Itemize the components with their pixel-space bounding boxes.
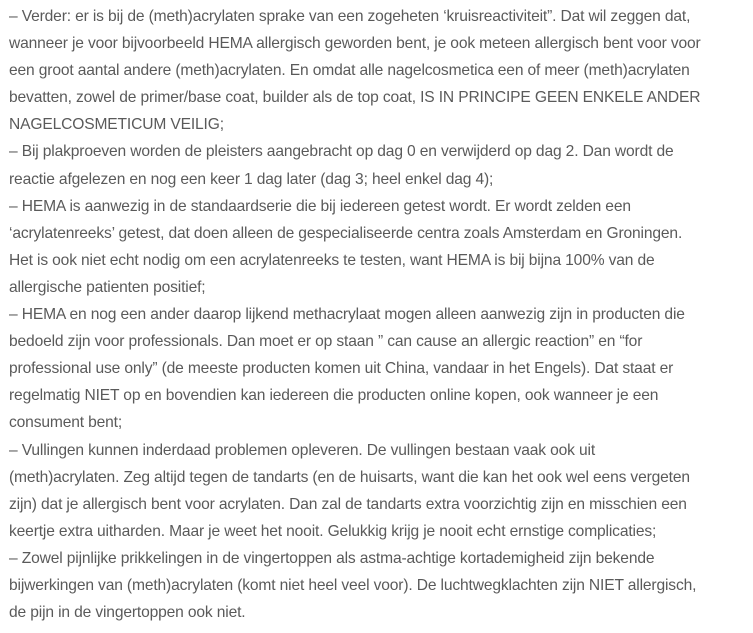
text-line: – Vullingen kunnen inderdaad problemen opleveren. De vullingen bestaan vaak ook uit: [9, 441, 596, 459]
text-line: Het is ook niet echt nodig om een acrylatenreeks te testen, want HEMA is bij bijna 100% van de: [9, 251, 655, 269]
text-line: ‘acrylatenreeks’ getest, dat doen alleen de gespecialiseerde centra zoals Amsterdam en Groningen.: [9, 224, 683, 242]
paragraph-standaardserie: [9, 193, 749, 301]
text-line: keertje extra uitharden. Maar je weet het nooit. Gelukkig krijg je nooit echt ernstige complicaties;: [9, 522, 657, 540]
text-line: een groot aantal andere (meth)acrylaten. En omdat alle nagelcosmetica een of meer (meth)acrylaten: [9, 62, 690, 80]
paragraph-kruisreactiviteit: [9, 3, 749, 138]
text-line: – HEMA en nog een ander daarop lijkend methacrylaat mogen alleen aanwezig zijn in producten die: [9, 306, 685, 324]
paragraph-professionals: [9, 301, 749, 436]
text-line: de pijn in de vingertoppen ook niet.: [9, 604, 246, 622]
text-line: – HEMA is aanwezig in de standaardserie die bij iedereen getest wordt. Er wordt zelden een: [9, 197, 631, 215]
text-line: consument bent;: [9, 414, 123, 432]
text-line: zijn) dat je allergisch bent voor acrylaten. Dan zal de tandarts extra voorzichtig zijn en misschien een: [9, 495, 687, 513]
article-text: [9, 3, 749, 626]
text-line: reactie afgelezen en nog een keer 1 dag later (dag 3; heel enkel dag 4);: [9, 170, 494, 188]
paragraph-plakproeven: [9, 138, 749, 192]
text-line: – Bij plakproeven worden de pleisters aangebracht op dag 0 en verwijderd op dag 2. Dan wordt de: [9, 143, 674, 161]
text-line: bevatten, zowel de primer/base coat, builder als de top coat, IS IN PRINCIPE GEEN ENKELE ANDER: [9, 89, 701, 107]
text-line: NAGELCOSMETICUM VEILIG;: [9, 116, 224, 134]
text-line: bijwerkingen van (meth)acrylaten (komt niet heel veel voor). De luchtwegklachten zijn NIET allergisch,: [9, 576, 697, 594]
text-line: (meth)acrylaten. Zeg altijd tegen de tandarts (en de huisarts, want die kan het ook wel eens vergeten: [9, 468, 690, 486]
text-line: regelmatig NIET op en bovendien kan iedereen die producten online kopen, ook wanneer je een: [9, 387, 659, 405]
paragraph-vullingen: [9, 437, 749, 545]
text-line: – Verder: er is bij de (meth)acrylaten sprake van een zogeheten ‘kruisreactiviteit”. Dat wil zeggen dat,: [9, 8, 691, 25]
text-line: professional use only” (de meeste producten komen uit China, vandaar in het Engels). Dat staat er: [9, 360, 674, 378]
text-line: wanneer je voor bijvoorbeeld HEMA allergisch geworden bent, je ook meteen allergisch bent voor voor: [9, 35, 701, 53]
text-line: bedoeld zijn voor professionals. Dan moet er op staan ” can cause an allergic reaction” en “for: [9, 333, 643, 351]
paragraph-bijwerkingen: [9, 545, 749, 626]
text-line: allergische patienten positief;: [9, 278, 206, 296]
text-line: – Zowel pijnlijke prikkelingen in de vingertoppen als astma-achtige kortademigheid zijn bekende: [9, 549, 655, 567]
